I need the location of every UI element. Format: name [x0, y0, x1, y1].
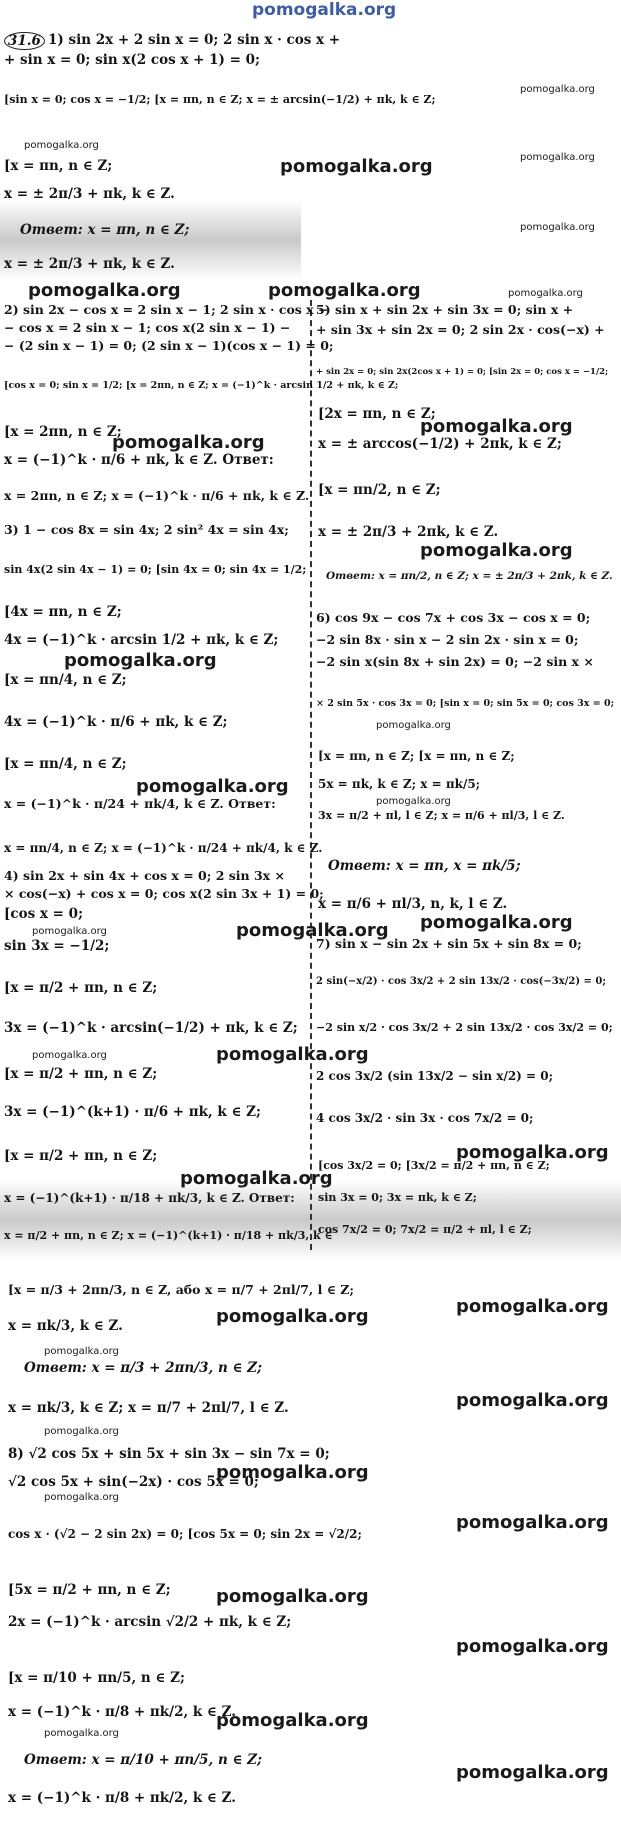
- watermark: pomogalka.org: [216, 1462, 369, 1483]
- left-line: 4) sin 2x + sin 4x + cos x = 0; 2 sin 3x ×: [4, 868, 285, 883]
- watermark: pomogalka.org: [44, 1728, 119, 1739]
- left-line: × cos(−x) + cos x = 0; cos x(2 sin 3x + 1) = 0;: [4, 886, 324, 901]
- right-line: 5) sin x + sin 2x + sin 3x = 0; sin x +: [316, 302, 574, 317]
- left-line: x = ± 2π/3 + πk, k ∈ Z.: [4, 256, 175, 272]
- watermark: pomogalka.org: [44, 1346, 119, 1357]
- left-line: 3x = (−1)^k · arcsin(−1/2) + πk, k ∈ Z;: [4, 1020, 298, 1036]
- answer-line: Ответ: x = πn, x = πk/5;: [328, 858, 521, 874]
- bottom-line: 2x = (−1)^k · arcsin √2/2 + πk, k ∈ Z;: [8, 1614, 292, 1630]
- bottom-line: 8) √2 cos 5x + sin 5x + sin 3x − sin 7x = 0;: [8, 1446, 330, 1462]
- bottom-line: x = πk/3, k ∈ Z.: [8, 1318, 123, 1334]
- left-line: x = ± 2π/3 + πk, k ∈ Z.: [4, 186, 175, 202]
- left-line: 2) sin 2x − cos x = 2 sin x − 1; 2 sin x · cos x −: [4, 302, 329, 317]
- left-line: [cos x = 0; sin x = 1/2; [x = 2πn, n ∈ Z; x = (−1)^k · arcsin 1/2 + πk, k ∈ Z;: [4, 380, 399, 391]
- watermark: pomogalka.org: [216, 1044, 369, 1065]
- watermark: pomogalka.org: [456, 1636, 609, 1657]
- answer-line: Ответ: x = π/3 + 2πn/3, n ∈ Z;: [24, 1360, 263, 1376]
- bottom-line: x = (−1)^k · π/8 + πk/2, k ∈ Z.: [8, 1790, 236, 1806]
- right-line: × 2 sin 5x · cos 3x = 0; [sin x = 0; sin 5x = 0; cos 3x = 0;: [316, 698, 615, 709]
- watermark: pomogalka.org: [420, 540, 573, 561]
- watermark: pomogalka.org: [456, 1296, 609, 1317]
- left-line: 3) 1 − cos 8x = sin 4x; 2 sin² 4x = sin 4x;: [4, 522, 289, 537]
- left-line: sin 3x = −1/2;: [4, 938, 110, 954]
- watermark: pomogalka.org: [136, 776, 289, 797]
- right-line: 2 sin(−x/2) · cos 3x/2 + 2 sin 13x/2 · cos(−3x/2) = 0;: [316, 976, 607, 987]
- right-line: [x = πn/2, n ∈ Z;: [318, 482, 441, 498]
- bottom-line: [x = π/3 + 2πn/3, n ∈ Z, або x = π/7 + 2πl/7, l ∈ Z;: [8, 1282, 355, 1297]
- left-line: − (2 sin x − 1) = 0; (2 sin x − 1)(cos x − 1) = 0;: [4, 338, 334, 353]
- watermark: pomogalka.org: [24, 140, 99, 151]
- watermark: pomogalka.org: [420, 912, 573, 933]
- left-line: + sin x = 0; sin x(2 cos x + 1) = 0;: [4, 52, 261, 68]
- right-line: sin 3x = 0; 3x = πk, k ∈ Z;: [318, 1191, 477, 1204]
- bottom-line: [x = π/10 + πn/5, n ∈ Z;: [8, 1670, 185, 1686]
- right-line: 6) cos 9x − cos 7x + cos 3x − cos x = 0;: [316, 610, 591, 625]
- right-line: [2x = πn, n ∈ Z;: [318, 406, 436, 422]
- left-line: x = (−1)^k · π/24 + πk/4, k ∈ Z. Ответ:: [4, 796, 276, 811]
- right-line: [cos 3x/2 = 0; [3x/2 = π/2 + πn, n ∈ Z;: [318, 1159, 550, 1172]
- bottom-line: x = (−1)^k · π/8 + πk/2, k ∈ Z.: [8, 1704, 236, 1720]
- right-line: −2 sin 8x · sin x − 2 sin 2x · sin x = 0;: [316, 632, 579, 647]
- left-line: 4x = (−1)^k · arcsin 1/2 + πk, k ∈ Z;: [4, 632, 279, 648]
- watermark: pomogalka.org: [520, 152, 595, 163]
- watermark: pomogalka.org: [216, 1306, 369, 1327]
- right-line: −2 sin x/2 · cos 3x/2 + 2 sin 13x/2 · cos 3x/2 = 0;: [316, 1021, 613, 1034]
- right-line: + sin 2x = 0; sin 2x(2cos x + 1) = 0; [sin 2x = 0; cos x = −1/2;: [316, 367, 609, 377]
- left-line: x = (−1)^k · π/6 + πk, k ∈ Z. Ответ:: [4, 452, 274, 468]
- left-line: [sin x = 0; cos x = −1/2; [x = πn, n ∈ Z; x = ± arcsin(−1/2) + πk, k ∈ Z;: [4, 93, 436, 106]
- watermark: pomogalka.org: [180, 1168, 333, 1189]
- right-line: 4 cos 3x/2 · sin 3x · cos 7x/2 = 0;: [316, 1111, 534, 1125]
- watermark: pomogalka.org: [456, 1512, 609, 1533]
- watermark: pomogalka.org: [64, 650, 217, 671]
- watermark: pomogalka.org: [44, 1492, 119, 1503]
- left-line: sin 4x(2 sin 4x − 1) = 0; [sin 4x = 0; sin 4x = 1/2;: [4, 563, 307, 576]
- right-line: 2 cos 3x/2 (sin 13x/2 − sin x/2) = 0;: [316, 1069, 554, 1083]
- answer-line: Ответ: x = πn, n ∈ Z;: [20, 222, 190, 238]
- left-line: − cos x = 2 sin x − 1; cos x(2 sin x − 1) −: [4, 320, 291, 335]
- right-line: 7) sin x − sin 2x + sin 5x + sin 8x = 0;: [316, 936, 582, 951]
- site-header: pomogalka.org: [252, 0, 397, 20]
- left-line: [x = π/2 + πn, n ∈ Z;: [4, 1066, 158, 1082]
- watermark: pomogalka.org: [520, 222, 595, 233]
- left-line: [cos x = 0;: [4, 906, 84, 922]
- column-divider: [310, 300, 312, 1250]
- left-line: x = (−1)^(k+1) · π/18 + πk/3, k ∈ Z. Ответ:: [4, 1191, 295, 1205]
- watermark: pomogalka.org: [376, 720, 451, 731]
- right-line: cos 7x/2 = 0; 7x/2 = π/2 + πl, l ∈ Z;: [318, 1223, 532, 1236]
- left-line: [x = 2πn, n ∈ Z;: [4, 424, 122, 440]
- left-line: 3x = (−1)^(k+1) · π/6 + πk, k ∈ Z;: [4, 1104, 262, 1120]
- watermark: pomogalka.org: [376, 796, 451, 807]
- watermark: pomogalka.org: [112, 432, 265, 453]
- left-line: x = 2πn, n ∈ Z; x = (−1)^k · π/6 + πk, k ∈ Z.: [4, 488, 310, 503]
- watermark: pomogalka.org: [280, 156, 433, 177]
- left-line: [x = π/2 + πn, n ∈ Z;: [4, 980, 158, 996]
- bottom-line: cos x · (√2 − 2 sin 2x) = 0; [cos 5x = 0; sin 2x = √2/2;: [8, 1527, 362, 1541]
- watermark: pomogalka.org: [456, 1762, 609, 1783]
- answer-line: Ответ: x = π/10 + πn/5, n ∈ Z;: [24, 1752, 263, 1768]
- watermark: pomogalka.org: [268, 280, 421, 301]
- watermark: pomogalka.org: [236, 920, 389, 941]
- watermark: pomogalka.org: [508, 288, 583, 299]
- watermark: pomogalka.org: [216, 1586, 369, 1607]
- right-line: x = π/6 + πl/3, n, k, l ∈ Z.: [318, 896, 508, 912]
- left-line: [x = πn/4, n ∈ Z;: [4, 672, 127, 688]
- left-line: [x = πn/4, n ∈ Z;: [4, 756, 127, 772]
- right-line: x = ± arccos(−1/2) + 2πk, k ∈ Z;: [318, 436, 562, 452]
- watermark: pomogalka.org: [456, 1142, 609, 1163]
- bottom-line: √2 cos 5x + sin(−2x) · cos 5x = 0;: [8, 1474, 259, 1490]
- right-line: [x = πn, n ∈ Z; [x = πn, n ∈ Z;: [318, 749, 515, 763]
- left-line: [x = π/2 + πn, n ∈ Z;: [4, 1148, 158, 1164]
- watermark: pomogalka.org: [32, 926, 107, 937]
- left-line: x = πn/4, n ∈ Z; x = (−1)^k · π/24 + πk/4, k ∈ Z.: [4, 841, 323, 855]
- right-line: 3x = π/2 + πl, l ∈ Z; x = π/6 + πl/3, l ∈ Z.: [318, 809, 565, 822]
- watermark: pomogalka.org: [44, 1426, 119, 1437]
- watermark: pomogalka.org: [456, 1390, 609, 1411]
- watermark: pomogalka.org: [420, 416, 573, 437]
- right-line: −2 sin x(sin 8x + sin 2x) = 0; −2 sin x ×: [316, 654, 594, 669]
- bottom-line: [5x = π/2 + πn, n ∈ Z;: [8, 1582, 171, 1598]
- watermark: pomogalka.org: [520, 84, 595, 95]
- left-line: [x = πn, n ∈ Z;: [4, 158, 113, 174]
- right-line: x = ± 2π/3 + 2πk, k ∈ Z.: [318, 524, 499, 540]
- left-line: 4x = (−1)^k · π/6 + πk, k ∈ Z;: [4, 714, 228, 730]
- left-line: x = π/2 + πn, n ∈ Z; x = (−1)^(k+1) · π/18 + πk/3, k ∈: [4, 1229, 333, 1242]
- right-line: 5x = πk, k ∈ Z; x = πk/5;: [318, 777, 481, 791]
- answer-line: Ответ: x = πn/2, n ∈ Z; x = ± 2π/3 + 2πk, k ∈ Z.: [326, 570, 613, 582]
- watermark: pomogalka.org: [28, 280, 181, 301]
- watermark: pomogalka.org: [32, 1050, 107, 1061]
- left-line: [4x = πn, n ∈ Z;: [4, 604, 122, 620]
- left-line: 1) sin 2x + 2 sin x = 0; 2 sin x · cos x +: [48, 32, 341, 48]
- problem-number: 31.6: [4, 32, 45, 50]
- bottom-line: x = πk/3, k ∈ Z; x = π/7 + 2πl/7, l ∈ Z.: [8, 1400, 289, 1416]
- watermark: pomogalka.org: [216, 1710, 369, 1731]
- right-line: + sin 3x + sin 2x = 0; 2 sin 2x · cos(−x) +: [316, 322, 605, 337]
